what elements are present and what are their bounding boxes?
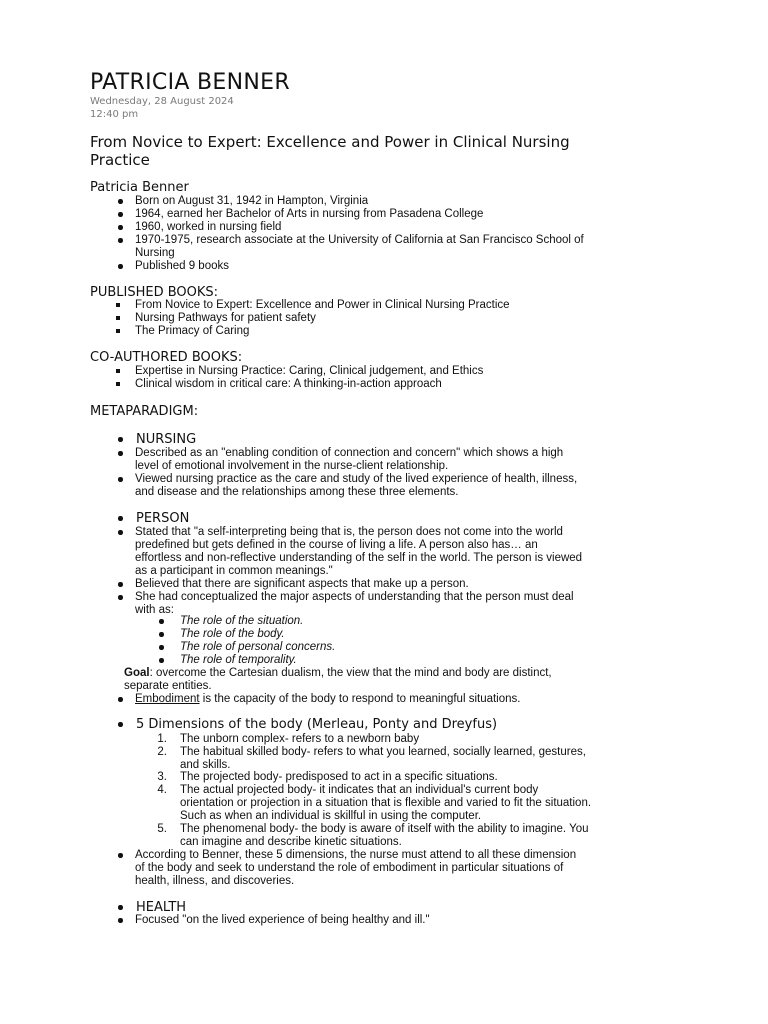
role-item: The role of the situation. [180, 615, 304, 627]
page-title: PATRICIA BENNER [90, 70, 290, 95]
dimension-text: can imagine and describe kinetic situations. [180, 836, 402, 848]
bullet-icon [118, 451, 123, 456]
health-text: Focused "on the lived experience of being healthy and ill." [135, 914, 430, 926]
list-number: 5. [157, 823, 167, 835]
dimension-text: The projected body- predisposed to act in a specific situations. [180, 771, 498, 783]
bullet-icon [118, 595, 123, 600]
bullet-icon [118, 697, 123, 702]
nursing-text: Viewed nursing practice as the care and study of the lived experience of health, illness, [135, 473, 578, 485]
bullet-icon [118, 530, 123, 535]
person-text: effortless and non-reflective understanding of the self in the world. The person is viewed [135, 552, 583, 564]
bullet-icon [159, 658, 164, 663]
dimension-text: The actual projected body- it indicates that an individual's current body [180, 784, 539, 796]
bullet-icon [118, 264, 123, 269]
dimension-text: and skills. [180, 759, 231, 771]
published-heading: PUBLISHED BOOKS: [90, 285, 219, 300]
coauthored-heading: CO-AUTHORED BOOKS: [90, 350, 243, 365]
bio-item: 1960, worked in nursing field [135, 221, 282, 233]
bullet-icon [159, 632, 164, 637]
bullet-icon [118, 437, 123, 442]
bullet-icon [118, 516, 123, 521]
bullet-icon [118, 918, 123, 923]
dimension-text: Such as when an individual is skillful in using the computer. [180, 810, 482, 822]
bio-item: Born on August 31, 1942 in Hampton, Virginia [135, 195, 369, 207]
bullet-icon [118, 238, 123, 243]
bullet-icon [118, 853, 123, 858]
bullet-icon [118, 477, 123, 482]
page-date: Wednesday, 28 August 2024 [90, 96, 234, 107]
list-number: 4. [157, 784, 167, 796]
bio-item: 1970-1975, research associate at the University of California at San Francisco School of [135, 234, 584, 246]
bullet-icon [159, 619, 164, 624]
bio-item: Published 9 books [135, 260, 229, 272]
square-bullet-icon [116, 329, 120, 333]
list-number: 1. [157, 733, 167, 745]
role-item: The role of personal concerns. [180, 641, 336, 653]
list-number: 3. [157, 771, 167, 783]
nursing-heading: NURSING [136, 432, 197, 447]
dimension-text: orientation or projection in a situation that is flexible and varied to fit the situation. [180, 797, 592, 809]
dimensions-heading: 5 Dimensions of the body (Merleau, Ponty and Dreyfus) [136, 717, 498, 732]
list-number: 2. [157, 746, 167, 758]
dimension-summary: health, illness, and discoveries. [135, 875, 295, 887]
bullet-icon [118, 582, 123, 587]
bio-item-continuation: Nursing [135, 247, 175, 259]
section-heading-line-1: From Novice to Expert: Excellence and Power in Clinical Nursing [90, 133, 570, 151]
square-bullet-icon [116, 382, 120, 386]
published-item: The Primacy of Caring [135, 325, 250, 337]
bullet-icon [118, 212, 123, 217]
embodiment-text: Embodiment is the capacity of the body to respond to meaningful situations. [135, 693, 521, 705]
square-bullet-icon [116, 303, 120, 307]
goal-text: Goal: overcome the Cartesian dualism, the view that the mind and body are distinct, [124, 667, 552, 679]
dimension-text: The unborn complex- refers to a newborn baby [180, 733, 420, 745]
bullet-icon [118, 905, 123, 910]
goal-text-continuation: separate entities. [124, 680, 212, 692]
person-text: Stated that "a self-interpreting being that is, the person does not come into the world [135, 526, 563, 538]
page-time: 12:40 pm [90, 109, 139, 120]
published-item: From Novice to Expert: Excellence and Power in Clinical Nursing Practice [135, 299, 510, 311]
dimension-text: The habitual skilled body- refers to what you learned, socially learned, gestures, [180, 746, 586, 758]
coauthored-item: Clinical wisdom in critical care: A thinking-in-action approach [135, 378, 442, 390]
square-bullet-icon [116, 369, 120, 373]
bullet-icon [118, 199, 123, 204]
nursing-text: level of emotional involvement in the nurse-client relationship. [135, 460, 449, 472]
health-heading: HEALTH [136, 900, 187, 915]
published-item: Nursing Pathways for patient safety [135, 312, 316, 324]
dimension-summary: of the body and seek to understand the role of embodiment in particular situations of [135, 862, 564, 874]
dimension-text: The phenomenal body- the body is aware of itself with the ability to imagine. You [180, 823, 589, 835]
goal-label: Goal [124, 667, 150, 679]
person-text: predefined but gets defined in the course of living a life. A person also has… an [135, 539, 538, 551]
embodiment-term: Embodiment [135, 693, 200, 705]
bio-heading: Patricia Benner [90, 180, 189, 195]
section-heading-line-2: Practice [90, 151, 150, 169]
nursing-text: Described as an "enabling condition of connection and concern" which shows a high [135, 447, 564, 459]
bullet-icon [159, 645, 164, 650]
bullet-icon [118, 722, 123, 727]
nursing-text: and disease and the relationships among these three elements. [135, 486, 459, 498]
person-heading: PERSON [136, 511, 190, 526]
bullet-icon [118, 225, 123, 230]
dimension-summary: According to Benner, these 5 dimensions, the nurse must attend to all these dimension [135, 849, 577, 861]
person-text: with as: [135, 604, 174, 616]
bio-item: 1964, earned her Bachelor of Arts in nursing from Pasadena College [135, 208, 484, 220]
role-item: The role of the body. [180, 628, 285, 640]
metaparadigm-heading: METAPARADIGM: [90, 404, 199, 419]
person-text: She had conceptualized the major aspects of understanding that the person must deal [135, 591, 574, 603]
coauthored-item: Expertise in Nursing Practice: Caring, Clinical judgement, and Ethics [135, 365, 484, 377]
person-text: Believed that there are significant aspects that make up a person. [135, 578, 469, 590]
person-text: as a participant in common meanings." [135, 565, 333, 577]
square-bullet-icon [116, 316, 120, 320]
role-item: The role of temporality. [180, 654, 297, 666]
